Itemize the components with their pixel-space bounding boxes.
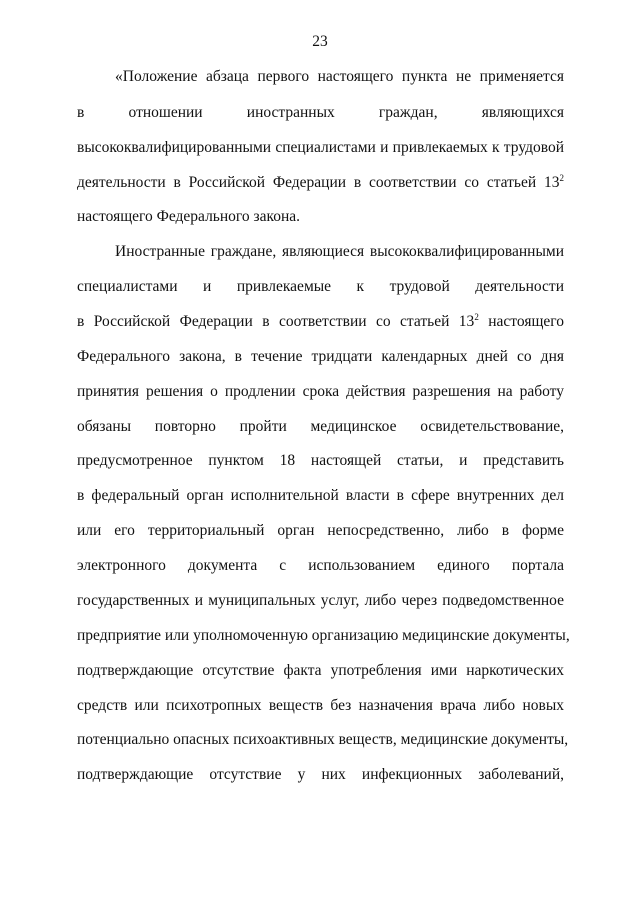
text-line: потенциально опасных психоактивных веществ, медицинские документы,: [77, 731, 569, 748]
text-line: обязаны повторно пройти медицинское освидетельствование,: [77, 418, 564, 435]
text-line: Иностранные граждане, являющиеся высококвалифицированными: [115, 243, 564, 260]
text-line: высококвалифицированными специалистами и привлекаемых к трудовой: [77, 139, 564, 156]
text-line: [77, 313, 564, 331]
text-line: в отношении иностранных граждан, являющихся: [77, 104, 564, 121]
text-line: [77, 174, 564, 192]
text-line: подтверждающие отсутствие факта употребления ими наркотических: [77, 662, 564, 679]
text-segment: деятельности в Российской Федерации в соответствии со статьей 13: [77, 174, 560, 191]
text-line: предусмотренное пунктом 18 настоящей статьи, и представить: [77, 452, 564, 469]
superscript: 2: [559, 173, 564, 183]
text-line: в федеральный орган исполнительной власти в сфере внутренних дел: [77, 487, 564, 504]
text-line: специалистами и привлекаемые к трудовой деятельности: [77, 278, 564, 295]
text-line: или его территориальный орган непосредственно, либо в форме: [77, 522, 564, 539]
text-line: электронного документа с использованием единого портала: [77, 557, 564, 574]
text-segment: настоящего: [478, 313, 564, 330]
text-line: государственных и муниципальных услуг, либо через подведомственное: [77, 592, 564, 609]
text-line: подтверждающие отсутствие у них инфекционных заболеваний,: [77, 766, 564, 783]
text-line: средств или психотропных веществ без назначения врача либо новых: [77, 697, 564, 714]
text-line: предприятие или уполномоченную организацию медицинские документы,: [77, 627, 570, 644]
text-line: Федерального закона, в течение тридцати календарных дней со дня: [77, 348, 564, 365]
superscript: 2: [474, 312, 479, 322]
text-line: принятия решения о продлении срока действия разрешения на работу: [77, 383, 564, 400]
text-line: «Положение абзаца первого настоящего пункта не применяется: [115, 68, 564, 85]
page-number: 23: [312, 33, 328, 50]
text-line: настоящего Федерального закона.: [77, 208, 301, 225]
text-segment: в Российской Федерации в соответствии со статьей 13: [77, 313, 475, 330]
